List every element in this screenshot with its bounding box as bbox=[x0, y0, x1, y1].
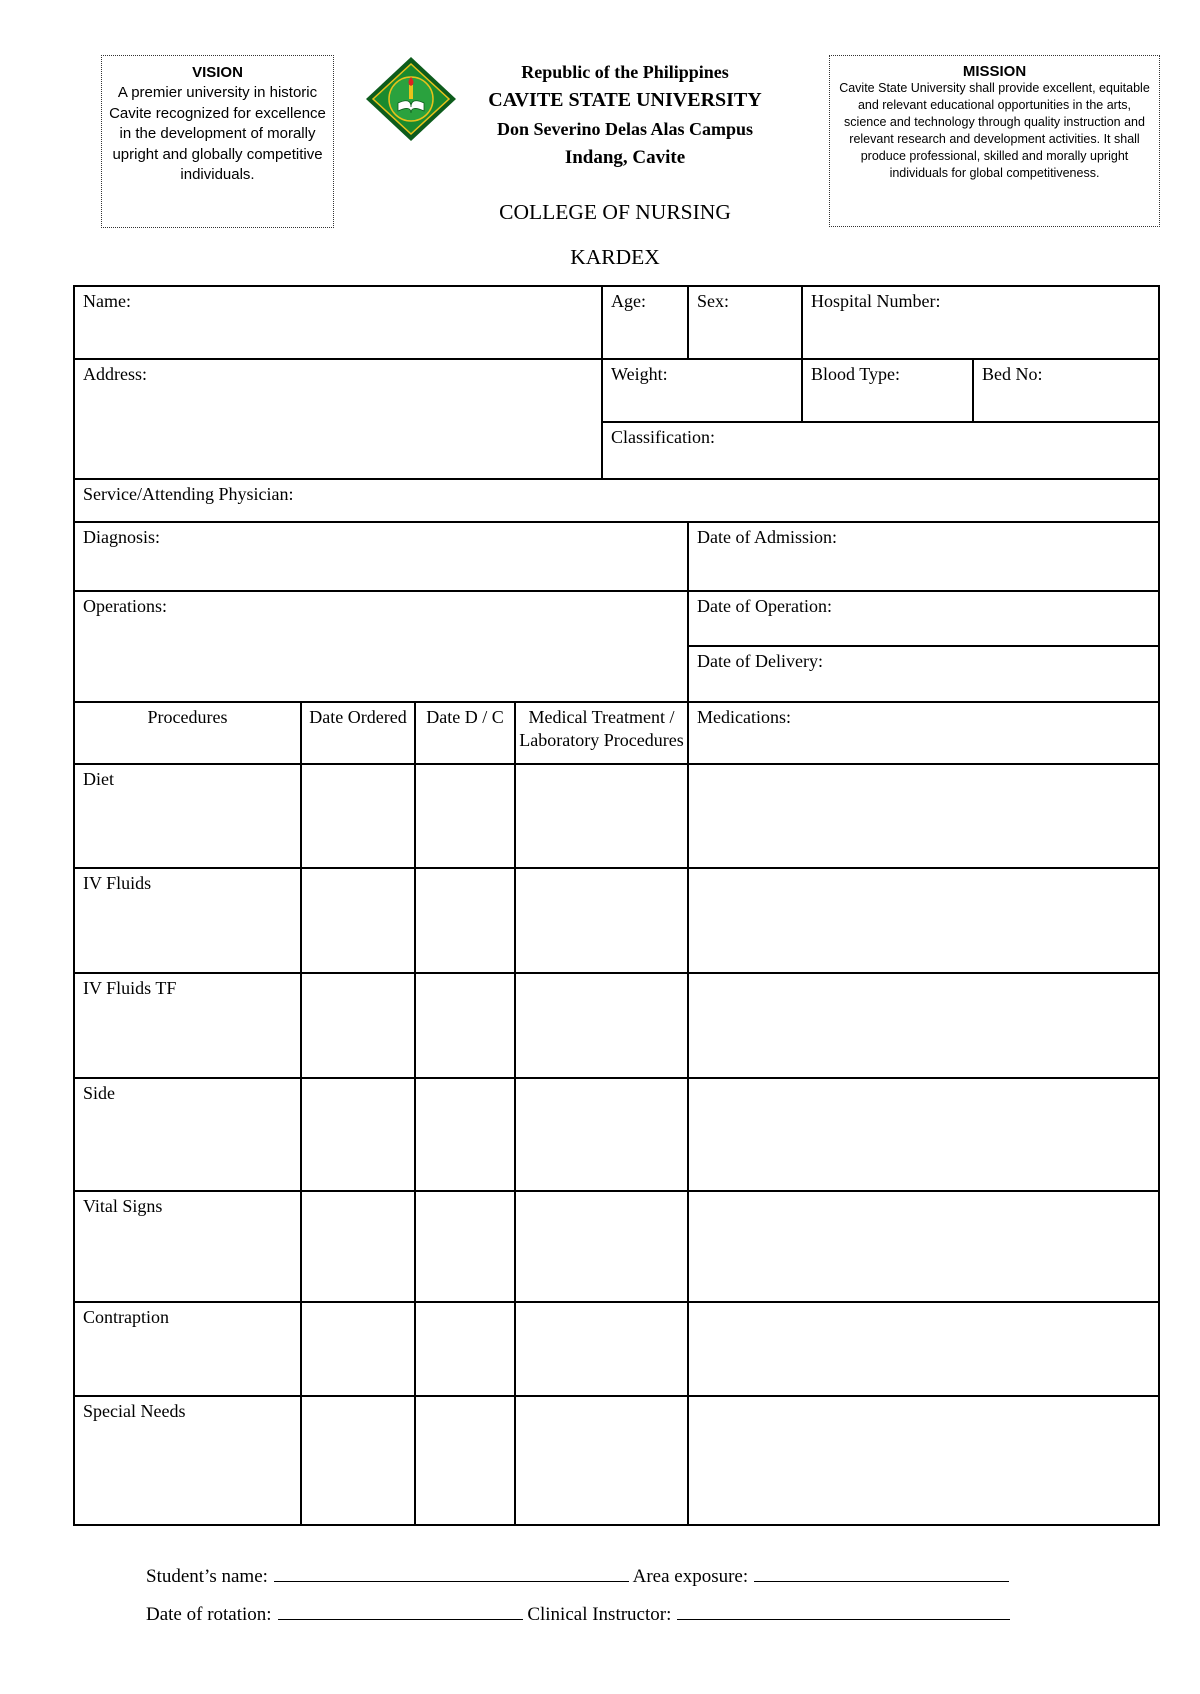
medications-cell[interactable] bbox=[688, 1396, 1159, 1525]
university-name: CAVITE STATE UNIVERSITY bbox=[488, 89, 762, 111]
medications-cell[interactable] bbox=[688, 868, 1159, 973]
footer-line-2 bbox=[146, 1604, 1010, 1626]
table-row bbox=[74, 973, 1159, 1078]
col-medical-treatment: Medical Treatment / Laboratory Procedures bbox=[515, 702, 688, 764]
table-row bbox=[74, 1396, 1159, 1525]
medications-cell[interactable] bbox=[688, 1302, 1159, 1396]
medications-cell[interactable] bbox=[688, 1078, 1159, 1191]
table-row bbox=[74, 1302, 1159, 1396]
mission-text: Cavite State University shall provide excellent, equitable and relevant educational opportunities in the arts, science and technology through quality instruction and relevant research and development activities. It shall produce professional, skilled and morally upright individuals for global competitiveness. bbox=[839, 81, 1150, 180]
treatment-cell[interactable] bbox=[515, 1078, 688, 1191]
procedure-label: Vital Signs bbox=[74, 1191, 301, 1302]
sex-field[interactable]: Sex: bbox=[688, 286, 802, 359]
procedure-label: Contraption bbox=[74, 1302, 301, 1396]
diagnosis-row bbox=[74, 522, 1159, 591]
column-header-row bbox=[74, 702, 1159, 764]
diagnosis-field[interactable]: Diagnosis: bbox=[74, 522, 688, 591]
vision-box bbox=[101, 55, 334, 228]
date-dc-cell[interactable] bbox=[415, 1191, 515, 1302]
procedure-label: IV Fluids TF bbox=[74, 973, 301, 1078]
student-name-label: Student’s name: bbox=[146, 1566, 268, 1587]
col-medications: Medications: bbox=[688, 702, 1159, 764]
area-exposure-blank[interactable] bbox=[754, 1566, 1009, 1582]
patient-row-2 bbox=[74, 359, 1159, 422]
date-delivery-field[interactable]: Date of Delivery: bbox=[688, 646, 1159, 702]
clinical-instructor-label: Clinical Instructor: bbox=[527, 1604, 672, 1625]
address-field[interactable]: Address: bbox=[74, 359, 602, 479]
col-procedures: Procedures bbox=[74, 702, 301, 764]
name-field[interactable]: Name: bbox=[74, 286, 602, 359]
table-row bbox=[74, 868, 1159, 973]
procedure-label: Diet bbox=[74, 764, 301, 868]
patient-row-1 bbox=[74, 286, 1159, 359]
form-title: KARDEX bbox=[570, 245, 660, 269]
mission-title: MISSION bbox=[962, 63, 1027, 80]
age-field[interactable]: Age: bbox=[602, 286, 688, 359]
footer-line-1 bbox=[146, 1566, 1009, 1588]
treatment-cell[interactable] bbox=[515, 764, 688, 868]
university-header bbox=[450, 58, 800, 172]
date-ordered-cell[interactable] bbox=[301, 764, 415, 868]
clinical-instructor-blank[interactable] bbox=[677, 1604, 1010, 1620]
table-row bbox=[74, 764, 1159, 868]
col-date-dc: Date D / C bbox=[415, 702, 515, 764]
physician-field[interactable]: Service/Attending Physician: bbox=[74, 479, 1159, 522]
date-ordered-cell[interactable] bbox=[301, 1302, 415, 1396]
date-ordered-cell[interactable] bbox=[301, 868, 415, 973]
university-seal-logo bbox=[364, 55, 458, 143]
date-operation-field[interactable]: Date of Operation: bbox=[688, 591, 1159, 646]
date-dc-cell[interactable] bbox=[415, 764, 515, 868]
procedure-label: IV Fluids bbox=[74, 868, 301, 973]
date-rotation-blank[interactable] bbox=[278, 1604, 523, 1620]
table-row bbox=[74, 1191, 1159, 1302]
date-rotation-label: Date of rotation: bbox=[146, 1604, 272, 1625]
hospital-number-field[interactable]: Hospital Number: bbox=[802, 286, 1159, 359]
date-admission-field[interactable]: Date of Admission: bbox=[688, 522, 1159, 591]
table-row bbox=[74, 1078, 1159, 1191]
vision-title: VISION bbox=[192, 64, 243, 81]
col-date-ordered: Date Ordered bbox=[301, 702, 415, 764]
procedure-label: Special Needs bbox=[74, 1396, 301, 1525]
date-dc-cell[interactable] bbox=[415, 1078, 515, 1191]
blood-type-field[interactable]: Blood Type: bbox=[802, 359, 973, 422]
medications-cell[interactable] bbox=[688, 973, 1159, 1078]
college-name: COLLEGE OF NURSING bbox=[499, 200, 731, 224]
physician-row bbox=[74, 479, 1159, 522]
area-exposure-label: Area exposure: bbox=[632, 1566, 749, 1587]
treatment-cell[interactable] bbox=[515, 973, 688, 1078]
campus-name: Don Severino Delas Alas Campus bbox=[496, 119, 754, 139]
date-dc-cell[interactable] bbox=[415, 1302, 515, 1396]
date-ordered-cell[interactable] bbox=[301, 1078, 415, 1191]
republic-line: Republic of the Philippines bbox=[521, 62, 729, 82]
medications-cell[interactable] bbox=[688, 764, 1159, 868]
mission-box bbox=[829, 55, 1160, 227]
kardex-form-table bbox=[73, 285, 1160, 1526]
date-dc-cell[interactable] bbox=[415, 973, 515, 1078]
treatment-cell[interactable] bbox=[515, 1302, 688, 1396]
vision-text: A premier university in historic Cavite recognized for excellence in the development of morally upright and globally competitive individuals. bbox=[109, 84, 326, 183]
date-ordered-cell[interactable] bbox=[301, 1191, 415, 1302]
bed-no-field[interactable]: Bed No: bbox=[973, 359, 1159, 422]
classification-field[interactable]: Classification: bbox=[602, 422, 1159, 479]
campus-location: Indang, Cavite bbox=[564, 147, 686, 168]
date-ordered-cell[interactable] bbox=[301, 973, 415, 1078]
treatment-cell[interactable] bbox=[515, 1396, 688, 1525]
date-ordered-cell[interactable] bbox=[301, 1396, 415, 1525]
weight-field[interactable]: Weight: bbox=[602, 359, 802, 422]
medications-cell[interactable] bbox=[688, 1191, 1159, 1302]
treatment-cell[interactable] bbox=[515, 1191, 688, 1302]
operations-field[interactable]: Operations: bbox=[74, 591, 688, 702]
date-dc-cell[interactable] bbox=[415, 1396, 515, 1525]
date-dc-cell[interactable] bbox=[415, 868, 515, 973]
student-name-blank[interactable] bbox=[274, 1566, 629, 1582]
treatment-cell[interactable] bbox=[515, 868, 688, 973]
operations-row bbox=[74, 591, 1159, 646]
procedure-label: Side bbox=[74, 1078, 301, 1191]
